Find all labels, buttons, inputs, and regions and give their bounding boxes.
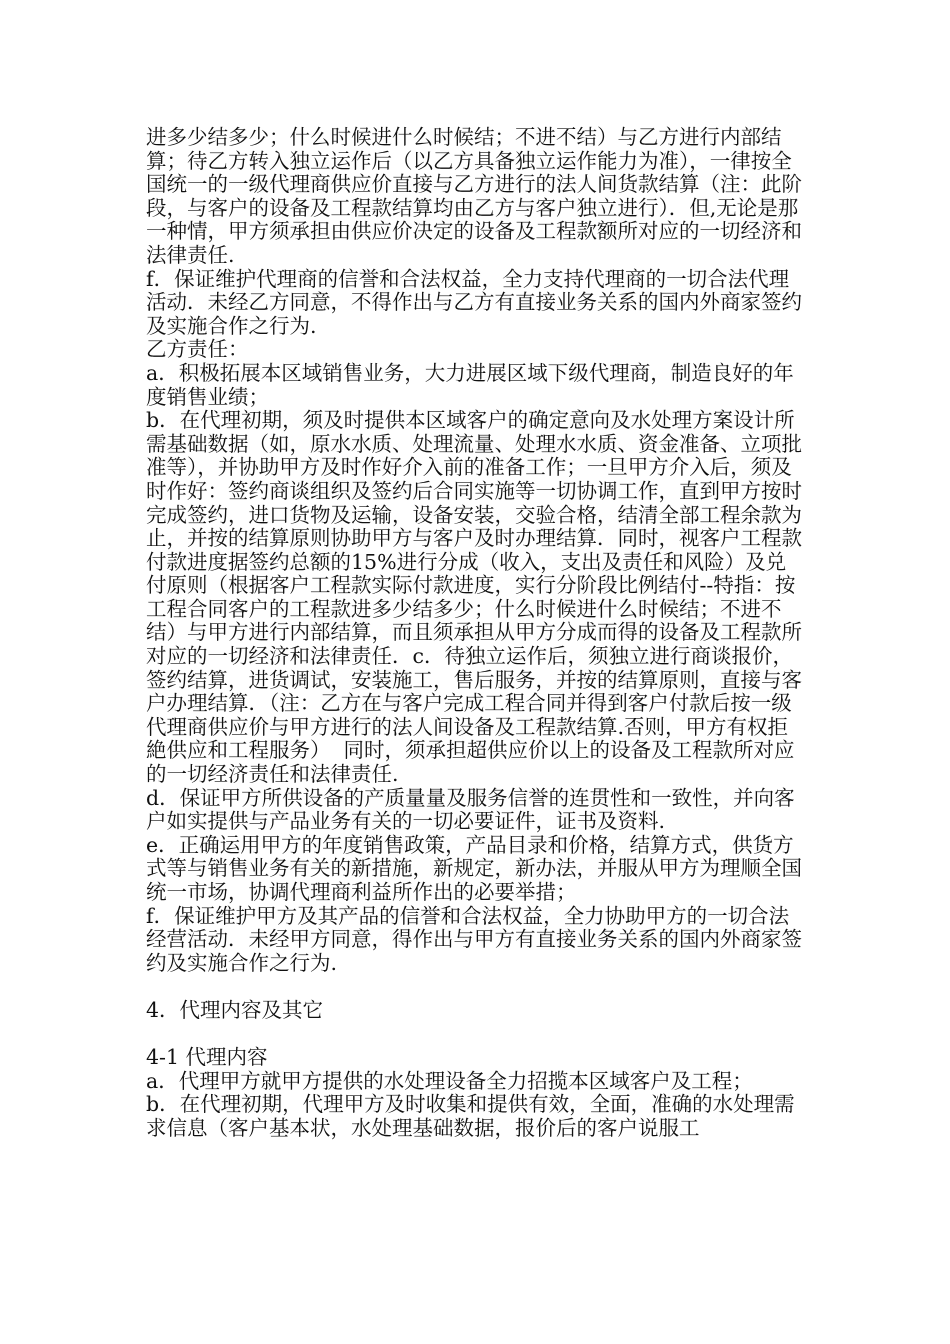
subsection-heading-4-1: 4-1 代理内容 bbox=[146, 1045, 268, 1070]
paragraph-settlement-terms: 进多少结多少；什么时候进什么时候结；不进不结）与乙方进行内部结算；待乙方转入独立运作后（以乙方具备独立运作能力为准），一律按全国统一的一级代理商供应价直接与乙方进行的法人间货款结算（注：此阶段，与客户的设备及工程款结算均由乙方与客户独立进行）．但,无论是那一种情，甲方须承担由供应价决定的设备及工程款额所对应的一切经济和法律责任. bbox=[146, 125, 802, 267]
document-body bbox=[146, 126, 806, 1141]
paragraph-party-b-e: e．正确运用甲方的年度销售政策，产品目录和价格，结算方式，供货方式等与销售业务有关的新措施，新规定，新办法，并服从甲方为理顺全国统一市场，协调代理商利益所作出的必要举措； bbox=[146, 832, 802, 904]
paragraph-party-b-d: d．保证甲方所供设备的产质量量及服务信誉的连贯性和一致性，并向客户如实提供与产品业务有关的一切必要证件，证书及资料. bbox=[146, 785, 795, 834]
paragraph-agency-a: a．代理甲方就甲方提供的水处理设备全力招揽本区域客户及工程； bbox=[146, 1068, 753, 1093]
heading-party-b-responsibilities: 乙方责任： bbox=[146, 337, 249, 362]
blank-line bbox=[146, 975, 806, 999]
blank-line bbox=[146, 1023, 806, 1047]
paragraph-agency-b: b．在代理初期，代理甲方及时收集和提供有效，全面，准确的水处理需求信息（客户基本状，水处理基础数据，报价后的客户说服工 bbox=[146, 1092, 795, 1140]
paragraph-party-a-f: f．保证维护代理商的信誉和合法权益，全力支持代理商的一切合法代理活动．未经乙方同意，不得作出与乙方有直接业务关系的国内外商家签约及实施合作之行为. bbox=[146, 266, 802, 338]
paragraph-party-b-b: b．在代理初期，须及时提供本区域客户的确定意向及水处理方案设计所需基础数据（如，原水水质、处理流量、处理水水质、资金准备、立项批准等），并协助甲方及时作好介入前的准备工作；一旦甲方介入后，须及时作好：签约商谈组织及签约后合同实施等一切协调工作，直到甲方按时完成签约，进口货物及运输，设备安装，交验合格，结清全部工程余款为止，并按的结算原则协助甲方与客户及时办理结算．同时，视客户工程款付款进度据签约总额的15%进行分成（收入，支出及责任和风险）及兑付原则（根据客户工程款实际付款进度，实行分阶段比例结付--特指：按工程合同客户的工程款进多少结多少；什么时候进什么时候结；不进不结）与甲方进行内部结算，而且须承担从甲方分成而得的设备及工程款所对应的一切经济和法律责任．c．待独立运作后，须独立进行商谈报价，签约结算，进货调试，安装施工，售后服务，并按的结算原则，直接与客户办理结算．（注：乙方在与客户完成工程合同并得到客户付款后按一级代理商供应价与甲方进行的法人间设备及工程款结算.否则，甲方有权拒絶供应和工程服务） 同时，须承担超供应价以上的设备及工程款所对应的一切经济责任和法律责任. bbox=[146, 408, 802, 787]
paragraph-party-b-f: f．保证维护甲方及其产品的信誉和合法权益，全力协助甲方的一切合法经营活动．未经甲方同意，得作出与甲方有直接业务关系的国内外商家签约及实施合作之行为. bbox=[146, 903, 802, 975]
section-heading-4: 4．代理内容及其它 bbox=[146, 997, 324, 1022]
paragraph-party-b-a: a．积极拓展本区域销售业务，大力进展区域下级代理商，制造良好的年度销售业绩； bbox=[146, 360, 794, 409]
